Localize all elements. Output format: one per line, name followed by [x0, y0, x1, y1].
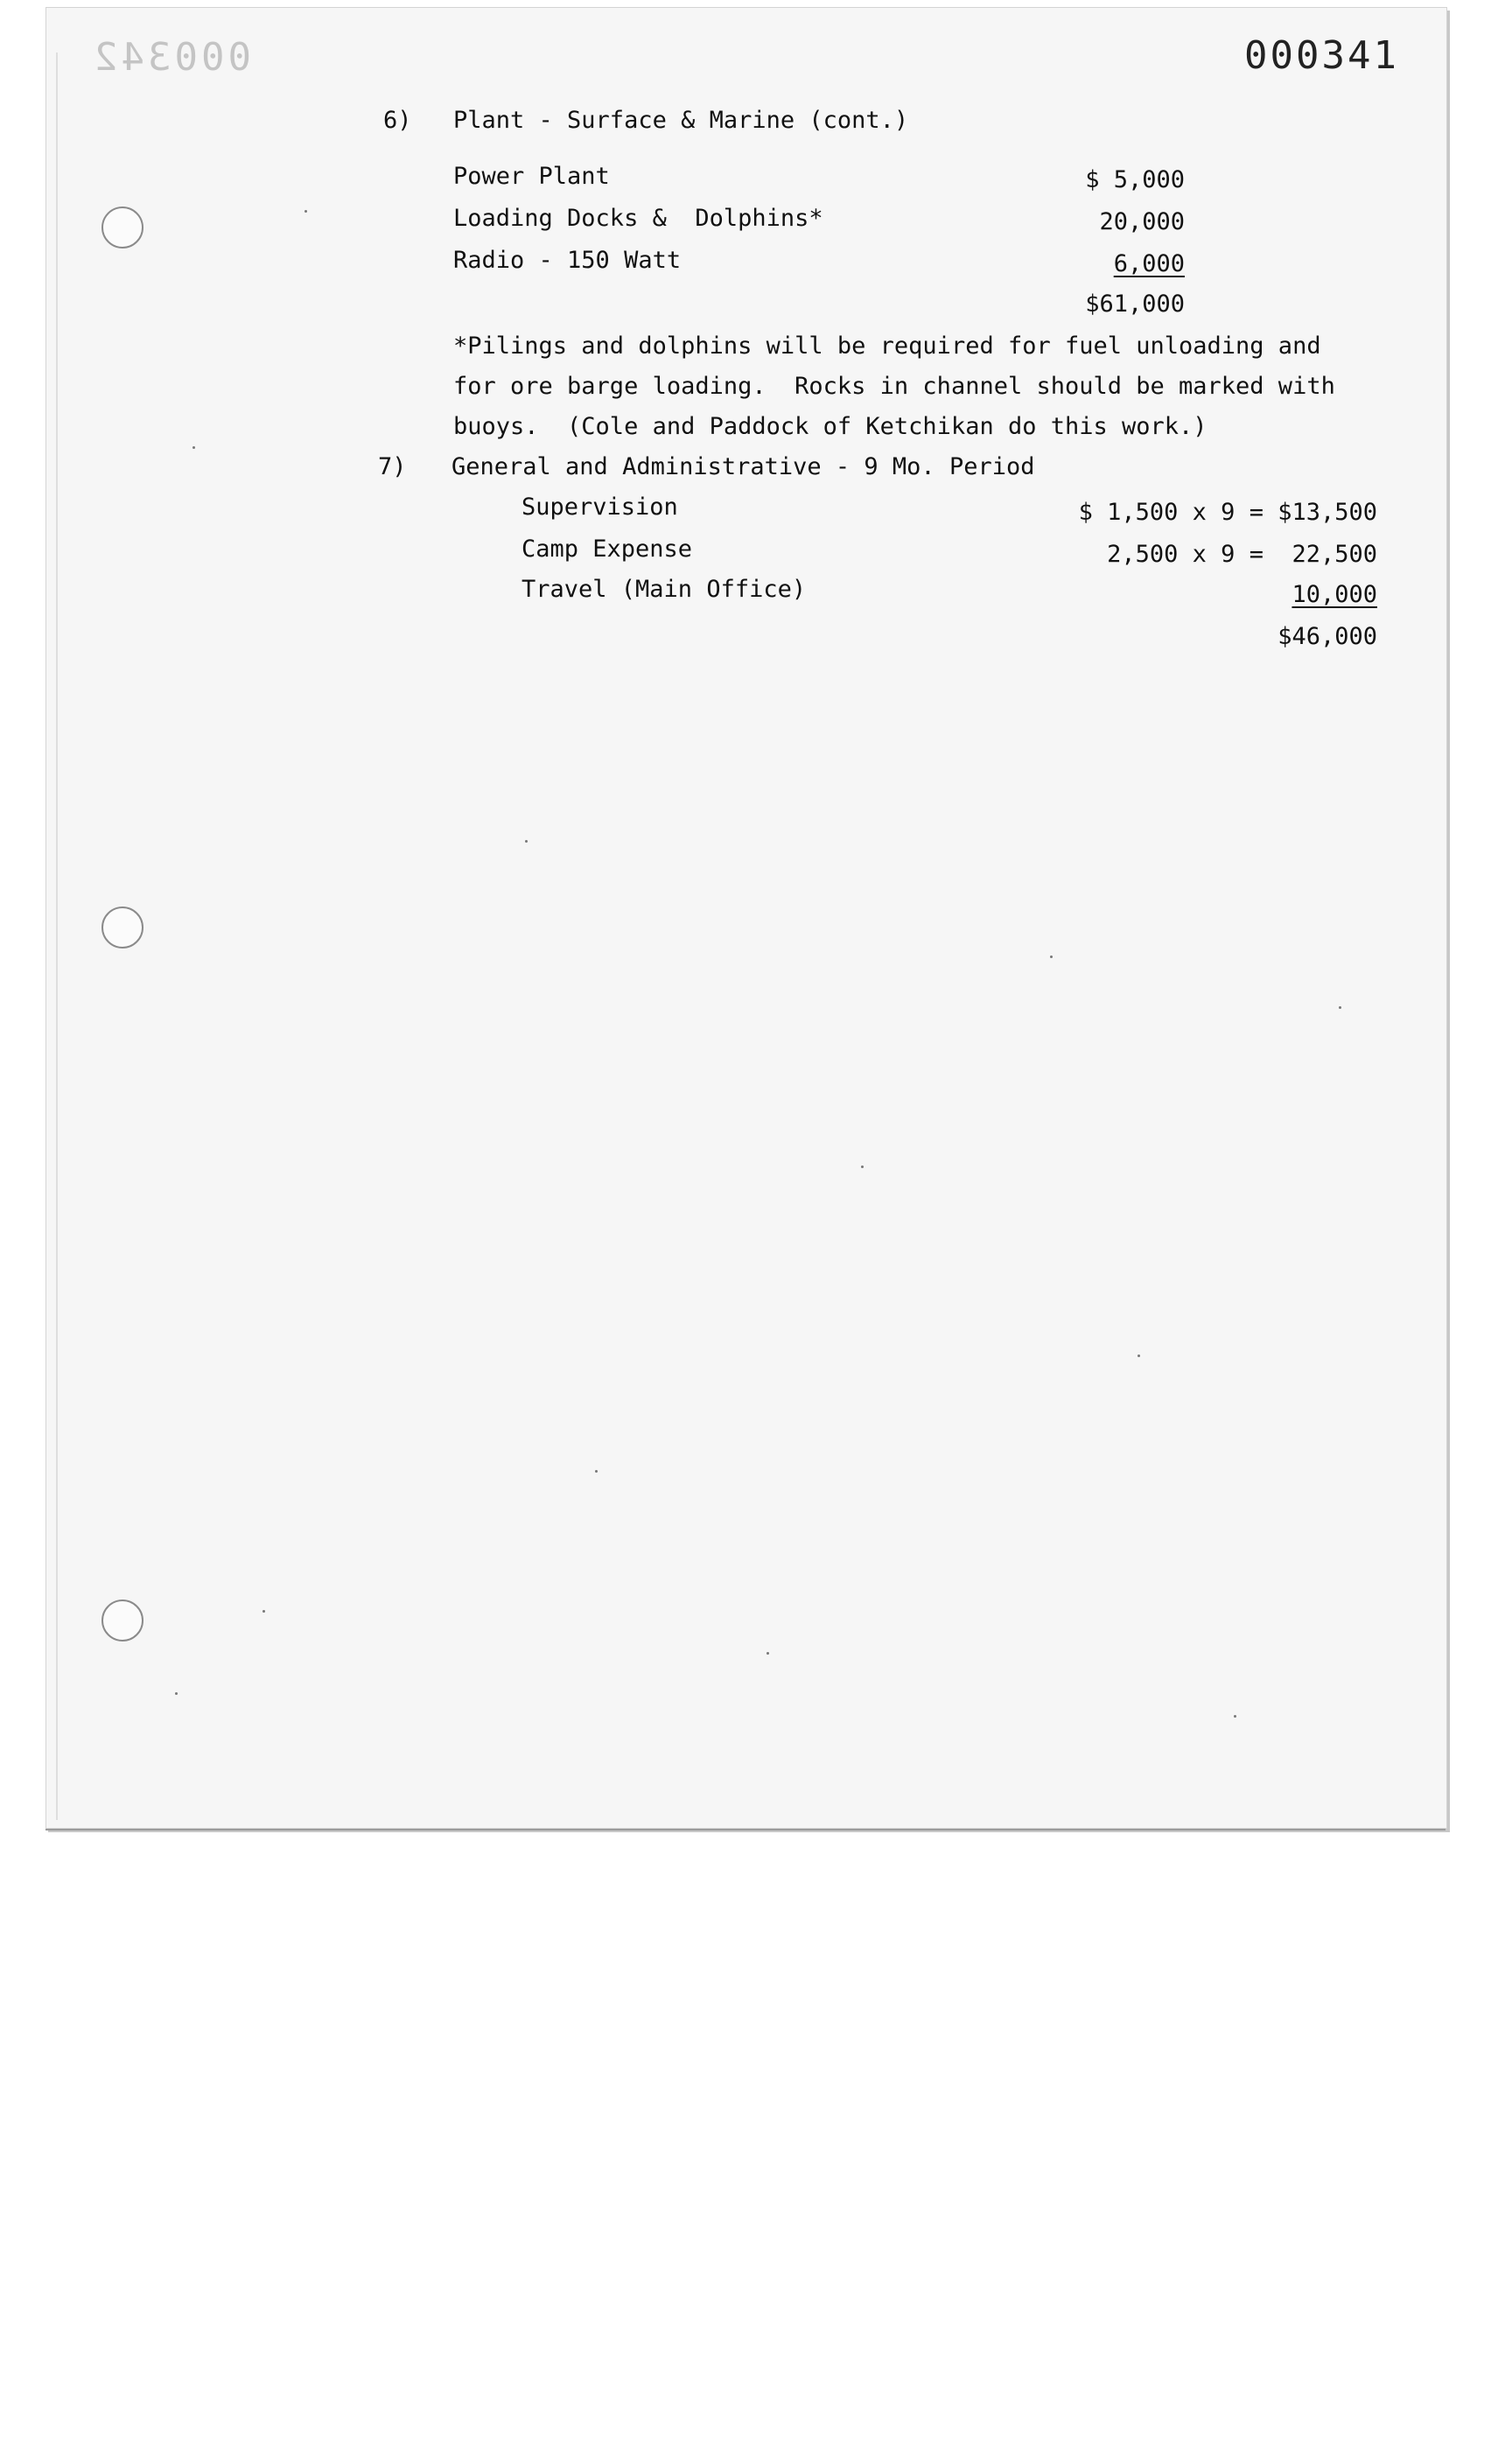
item-label-travel: Travel (Main Office) — [522, 576, 807, 603]
page-number-stamp: 000341 — [1244, 33, 1399, 78]
item-amount-power-plant: $ 5,000 — [1085, 166, 1185, 193]
page-bottom-edge — [46, 1829, 1446, 1830]
scan-speck — [1050, 956, 1053, 958]
item-calc-camp-expense: 2,500 x 9 = 22,500 — [1107, 541, 1377, 568]
section-6-title: Plant - Surface & Marine (cont.) — [453, 107, 909, 134]
section-6-total: $61,000 — [1085, 290, 1185, 318]
scan-speck — [175, 1692, 178, 1695]
footnote-line-3: buoys. (Cole and Paddock of Ketchikan do this work.) — [453, 413, 1208, 440]
item-label-supervision: Supervision — [522, 494, 678, 521]
footnote-line-1: *Pilings and dolphins will be required for fuel unloading and — [453, 332, 1321, 360]
item-label-radio: Radio - 150 Watt — [453, 247, 682, 274]
punch-hole-top — [102, 206, 144, 248]
scan-speck — [304, 210, 307, 213]
bleed-through-page-number: 000342 — [91, 35, 251, 80]
item-amount-loading-docks: 20,000 — [1099, 208, 1185, 235]
footnote-line-2: for ore barge loading. Rocks in channel should be marked with — [453, 373, 1335, 400]
section-6-number: 6) — [383, 107, 412, 134]
scan-speck — [525, 840, 528, 843]
scan-speck — [861, 1166, 864, 1168]
item-calc-travel: 10,000 — [1292, 581, 1377, 608]
page-left-edge — [56, 52, 58, 1820]
scan-speck — [1138, 1354, 1140, 1357]
section-7-title: General and Administrative - 9 Mo. Period — [452, 453, 1035, 480]
punch-hole-bottom — [102, 1600, 144, 1642]
punch-hole-middle — [102, 906, 144, 948]
scan-speck — [192, 446, 195, 449]
scan-speck — [766, 1652, 769, 1655]
document-page — [46, 7, 1447, 1829]
section-7-total: $46,000 — [1278, 623, 1377, 650]
scan-speck — [262, 1610, 265, 1613]
scan-speck — [1339, 1006, 1341, 1009]
section-7-number: 7) — [378, 453, 407, 480]
item-label-power-plant: Power Plant — [453, 163, 610, 190]
item-calc-supervision: $ 1,500 x 9 = $13,500 — [1078, 499, 1377, 526]
item-label-camp-expense: Camp Expense — [522, 536, 693, 563]
item-amount-radio: 6,000 — [1113, 250, 1185, 277]
scan-speck — [595, 1470, 598, 1473]
item-label-loading-docks: Loading Docks & Dolphins* — [453, 205, 823, 232]
scan-speck — [1234, 1715, 1236, 1718]
